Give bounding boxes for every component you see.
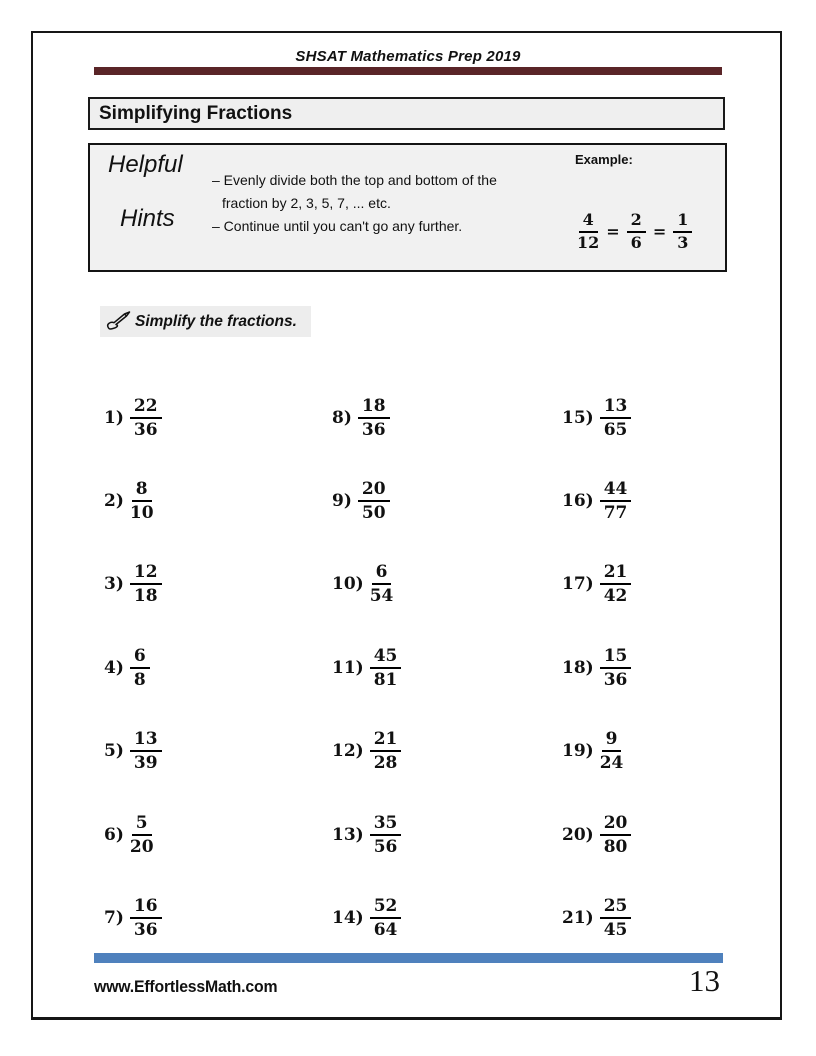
problem-19: 19) $\frac{9}{24}$ <box>562 729 624 774</box>
problem-9: 9) $\frac{20}{50}$ <box>332 459 401 542</box>
problem-6: 6) $\frac{5}{20}$ <box>104 812 154 857</box>
problem-20: 20) $\frac{20}{80}$ <box>562 793 631 876</box>
fraction: $\frac{45}{81}$ <box>370 646 402 690</box>
problem-1: 1) $\frac{22}{36}$ <box>104 376 162 459</box>
problem-7: 7) $\frac{16}{36}$ <box>104 876 162 959</box>
problems-column-1 <box>104 376 162 960</box>
problem-5: 5) $\frac{13}{39}$ <box>104 710 162 793</box>
problem-13: 13) $\frac{35}{56}$ <box>332 793 401 876</box>
equals-sign: = <box>606 222 620 242</box>
problems-column-2 <box>332 376 401 960</box>
problem-15: 15) $\frac{13}{65}$ <box>562 376 631 459</box>
hint-bullet-1-wrap: fraction by 2, 3, 5, 7, ... etc. <box>222 195 391 211</box>
fraction: $\frac{21}{42}$ <box>600 562 632 606</box>
helpful-hints-box <box>88 143 727 272</box>
example-equation <box>577 211 692 253</box>
fraction: $\frac{18}{36}$ <box>358 396 390 440</box>
fraction: $\frac{8}{10}$ <box>129 479 154 524</box>
fraction: $\frac{9}{24}$ <box>599 729 624 774</box>
hint-bullet-2: – Continue until you can't go any further. <box>212 218 463 234</box>
problem-17: 17) $\frac{21}{42}$ <box>562 543 631 626</box>
fraction: $\frac{21}{28}$ <box>370 729 402 773</box>
fraction: $\frac{6}{54}$ <box>369 562 394 607</box>
header-rule <box>94 67 722 75</box>
problem-3: 3) $\frac{12}{18}$ <box>104 543 162 626</box>
problem-4: 4) $\frac{6}{8}$ <box>104 626 162 709</box>
example-fraction: $\frac{2}{6}$ <box>627 211 646 253</box>
fraction: $\frac{13}{39}$ <box>130 729 162 773</box>
section-title: Simplifying Fractions <box>99 103 293 124</box>
problem-2: 2) $\frac{8}{10}$ <box>104 479 154 524</box>
problem-12: 12) $\frac{21}{28}$ <box>332 710 401 793</box>
fraction: $\frac{20}{80}$ <box>600 813 632 857</box>
problem-11: 11) $\frac{45}{81}$ <box>332 626 401 709</box>
fraction: $\frac{22}{36}$ <box>130 396 162 440</box>
hints-text <box>212 169 582 238</box>
example-fraction: $\frac{1}{3}$ <box>673 211 692 253</box>
problem-16: 16) $\frac{44}{77}$ <box>562 459 631 542</box>
fraction: $\frac{13}{65}$ <box>600 396 632 440</box>
fraction: $\frac{12}{18}$ <box>130 562 162 606</box>
instruction-text: Simplify the fractions. <box>135 312 297 330</box>
problem-21: 21) $\frac{25}{45}$ <box>562 876 631 959</box>
page-number: 13 <box>689 963 720 998</box>
fraction: $\frac{6}{8}$ <box>130 646 150 690</box>
writing-hand-icon <box>105 311 132 332</box>
problem-18: 18) $\frac{15}{36}$ <box>562 626 631 709</box>
fraction: $\frac{25}{45}$ <box>600 896 632 940</box>
problems-column-3 <box>562 376 631 960</box>
fraction: $\frac{15}{36}$ <box>600 646 632 690</box>
section-title-box <box>88 97 725 130</box>
hints-label-hints: Hints <box>120 205 175 232</box>
fraction: $\frac{52}{64}$ <box>370 896 402 940</box>
instruction-banner <box>100 306 311 337</box>
footer-rule <box>94 953 723 963</box>
footer-website: www.EffortlessMath.com <box>94 977 278 996</box>
problem-10: 10) $\frac{6}{54}$ <box>332 562 394 607</box>
fraction: $\frac{35}{56}$ <box>370 813 402 857</box>
problem-14: 14) $\frac{52}{64}$ <box>332 876 401 959</box>
fraction: $\frac{16}{36}$ <box>130 896 162 940</box>
problem-8: 8) $\frac{18}{36}$ <box>332 376 401 459</box>
running-header: SHSAT Mathematics Prep 2019 <box>295 48 521 65</box>
example-fraction: $\frac{4}{12}$ <box>577 210 600 252</box>
example-label: Example: <box>575 152 633 167</box>
hint-bullet-1: – Evenly divide both the top and bottom of the <box>212 172 497 188</box>
fraction: $\frac{5}{20}$ <box>129 812 154 857</box>
hints-label-helpful: Helpful <box>108 151 183 178</box>
fraction: $\frac{44}{77}$ <box>600 479 632 523</box>
fraction: $\frac{20}{50}$ <box>358 479 390 523</box>
equals-sign: = <box>652 222 667 242</box>
